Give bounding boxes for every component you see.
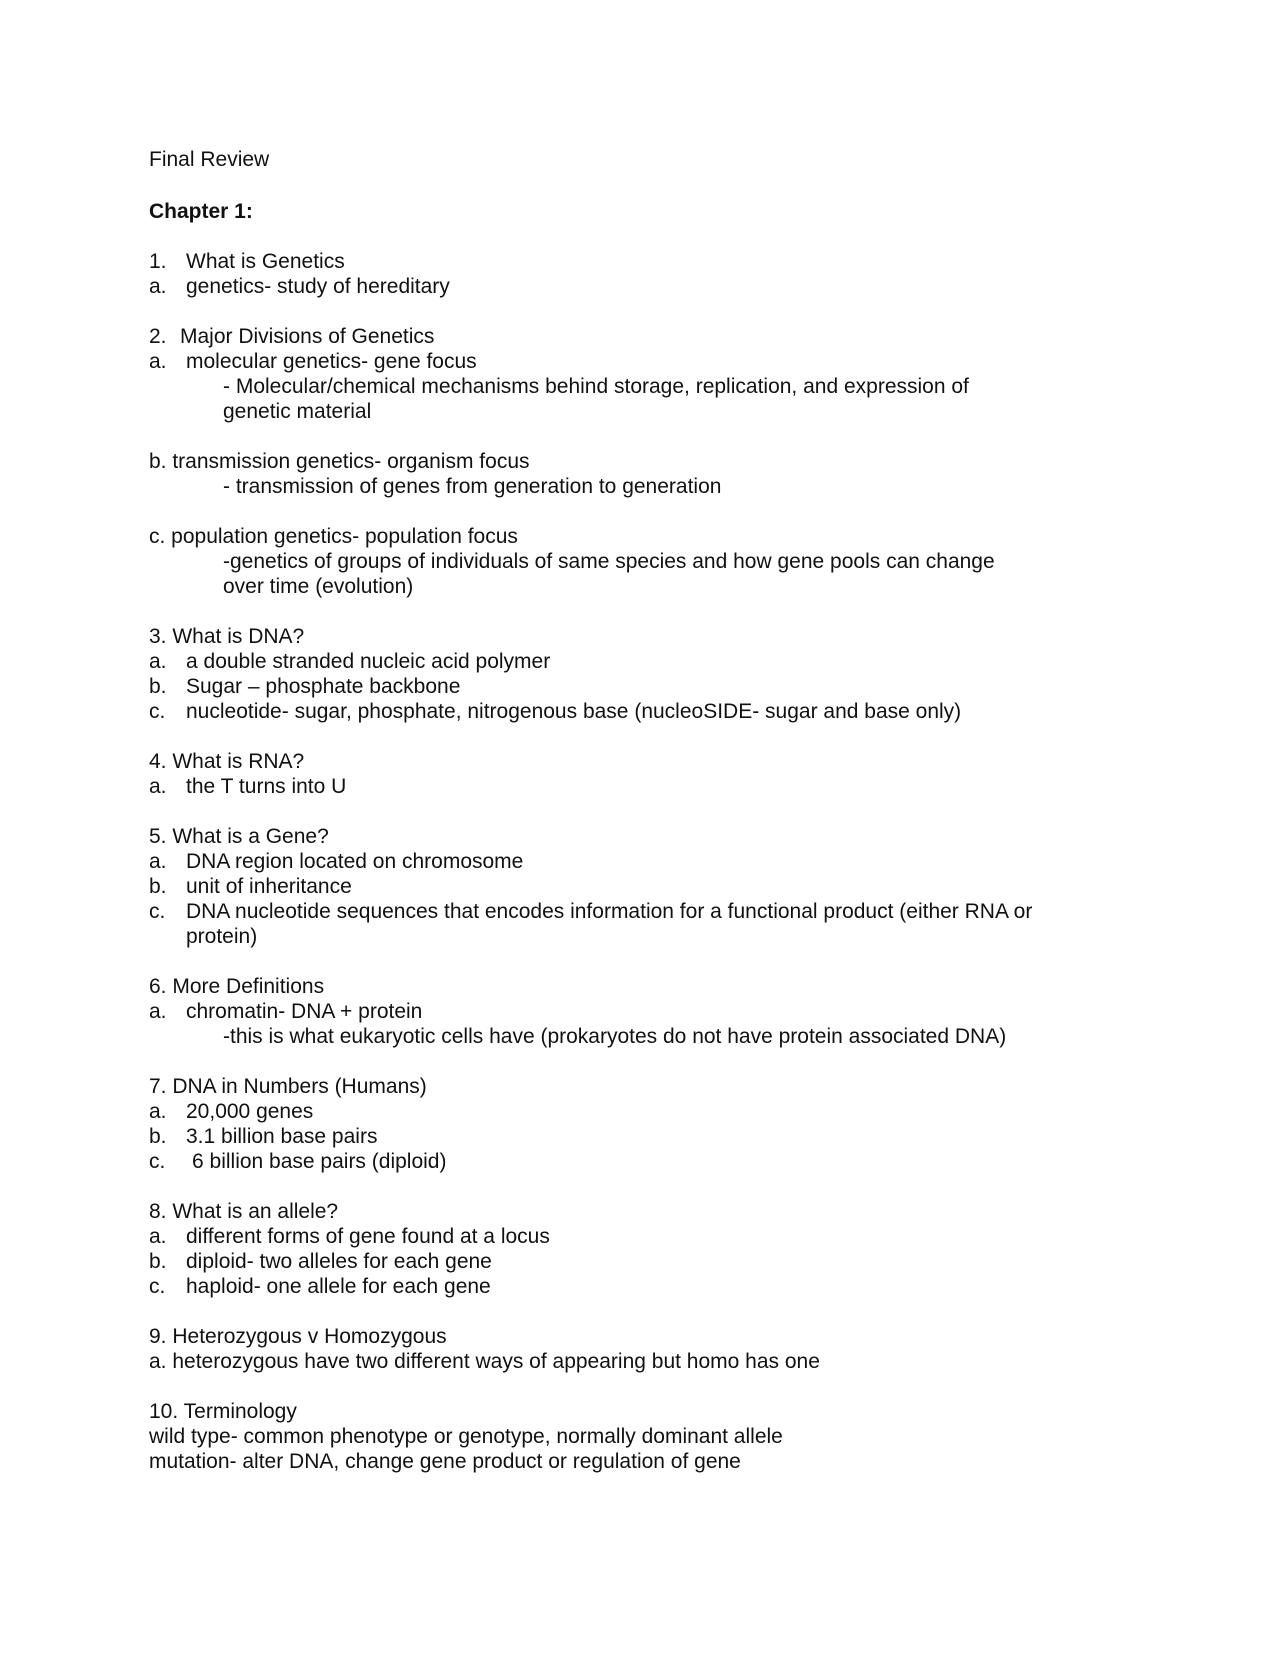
section-6-item-a-detail: -this is what eukaryotic cells have (prokaryotes do not have protein associated DNA): [223, 1025, 1007, 1048]
section-2-item-b-detail: - transmission of genes from generation to generation: [223, 475, 722, 498]
section-3-item-a-marker: a.: [149, 650, 167, 673]
section-5-item-c-line-1: DNA nucleotide sequences that encodes information for a functional product (either RNA or: [186, 900, 1033, 923]
section-1-heading: What is Genetics: [186, 250, 345, 273]
section-3-item-b: Sugar – phosphate backbone: [186, 675, 461, 698]
section-2-item-c: c. population genetics- population focus: [149, 525, 518, 548]
section-8-item-b: diploid- two alleles for each gene: [186, 1250, 492, 1273]
section-2-item-c-detail-2: over time (evolution): [223, 575, 414, 598]
section-7-heading: 7. DNA in Numbers (Humans): [149, 1075, 427, 1098]
section-2-item-a-detail-2: genetic material: [223, 400, 372, 423]
section-3-item-b-marker: b.: [149, 675, 167, 698]
section-10-definition-wild-type: wild type- common phenotype or genotype, normally dominant allele: [149, 1425, 783, 1448]
section-2-number: 2.: [149, 325, 167, 348]
section-5-item-c-marker: c.: [149, 900, 166, 923]
section-2-item-c-detail-1: -genetics of groups of individuals of same species and how gene pools can change: [223, 550, 995, 573]
section-8-item-b-marker: b.: [149, 1250, 167, 1273]
section-2-heading: Major Divisions of Genetics: [180, 325, 435, 348]
section-4-item-a: the T turns into U: [186, 775, 347, 798]
section-6-heading: 6. More Definitions: [149, 975, 325, 998]
section-1-item-a-marker: a.: [149, 275, 167, 298]
section-3-item-a: a double stranded nucleic acid polymer: [186, 650, 551, 673]
section-8-item-c: haploid- one allele for each gene: [186, 1275, 491, 1298]
section-10-heading: 10. Terminology: [149, 1400, 297, 1423]
section-6-item-a-marker: a.: [149, 1000, 167, 1023]
section-8-item-a-marker: a.: [149, 1225, 167, 1248]
section-3-heading: 3. What is DNA?: [149, 625, 305, 648]
section-2-item-a-detail-1: - Molecular/chemical mechanisms behind storage, replication, and expression of: [223, 375, 969, 398]
section-7-item-a: 20,000 genes: [186, 1100, 314, 1123]
section-9-item-a: a. heterozygous have two different ways of appearing but homo has one: [149, 1350, 820, 1373]
section-2-item-a: molecular genetics- gene focus: [186, 350, 477, 373]
section-4-item-a-marker: a.: [149, 775, 167, 798]
section-2-item-a-marker: a.: [149, 350, 167, 373]
section-5-item-c-line-2: protein): [186, 925, 258, 948]
section-9-heading: 9. Heterozygous v Homozygous: [149, 1325, 447, 1348]
section-7-item-c-marker: c.: [149, 1150, 166, 1173]
section-8-item-a: different forms of gene found at a locus: [186, 1225, 550, 1248]
section-5-heading: 5. What is a Gene?: [149, 825, 329, 848]
chapter-heading: Chapter 1:: [149, 200, 253, 223]
section-8-heading: 8. What is an allele?: [149, 1200, 339, 1223]
section-5-item-b: unit of inheritance: [186, 875, 352, 898]
section-8-item-c-marker: c.: [149, 1275, 166, 1298]
section-5-item-b-marker: b.: [149, 875, 167, 898]
section-7-item-c: 6 billion base pairs (diploid): [192, 1150, 447, 1173]
section-1-item-a: genetics- study of hereditary: [186, 275, 450, 298]
section-4-heading: 4. What is RNA?: [149, 750, 305, 773]
section-2-item-b: b. transmission genetics- organism focus: [149, 450, 530, 473]
document-title: Final Review: [149, 148, 270, 171]
section-7-item-b: 3.1 billion base pairs: [186, 1125, 378, 1148]
section-10-definition-mutation: mutation- alter DNA, change gene product or regulation of gene: [149, 1450, 741, 1473]
section-3-item-c: nucleotide- sugar, phosphate, nitrogenous base (nucleoSIDE- sugar and base only): [186, 700, 962, 723]
section-7-item-a-marker: a.: [149, 1100, 167, 1123]
section-6-item-a: chromatin- DNA + protein: [186, 1000, 423, 1023]
section-5-item-a-marker: a.: [149, 850, 167, 873]
section-7-item-b-marker: b.: [149, 1125, 167, 1148]
section-3-item-c-marker: c.: [149, 700, 166, 723]
section-5-item-a: DNA region located on chromosome: [186, 850, 524, 873]
section-1-number: 1.: [149, 250, 167, 273]
